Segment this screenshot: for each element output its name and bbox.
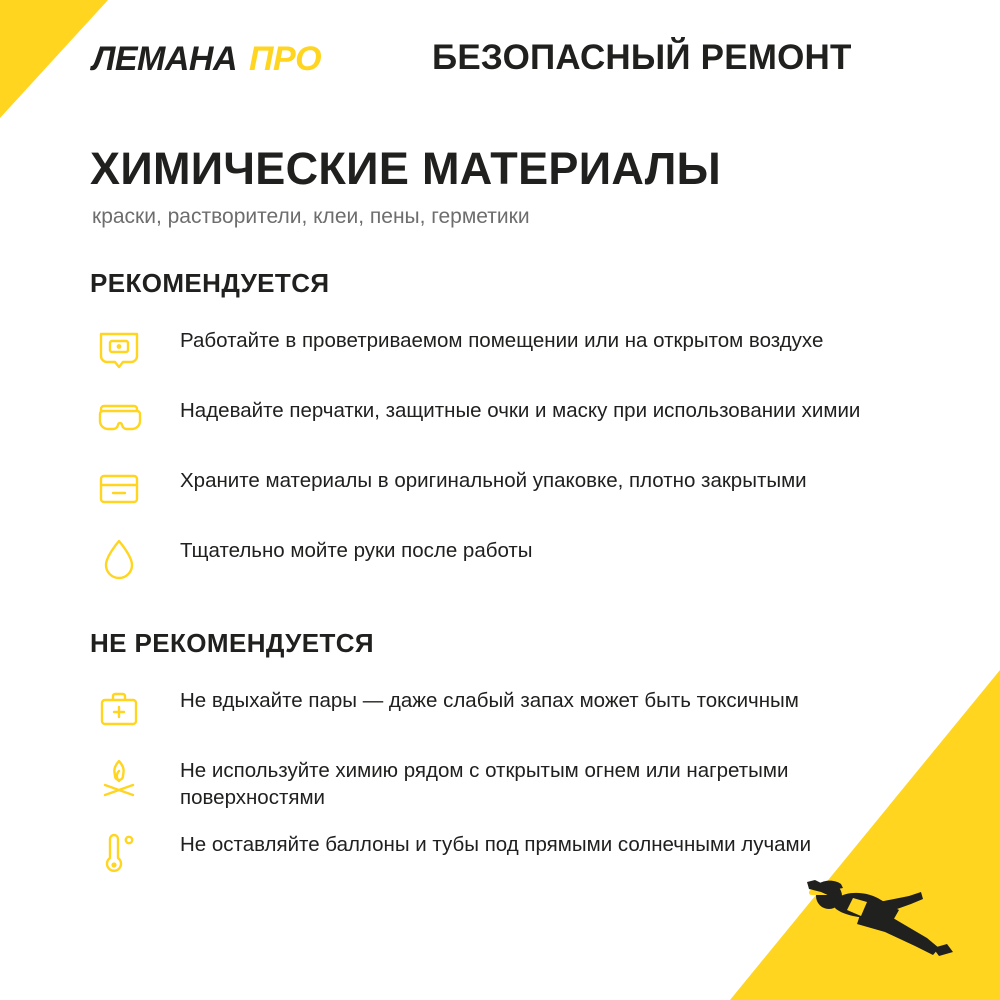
list-item [90,531,940,587]
section-heading: РЕКОМЕНДУЕТСЯ [90,268,330,298]
running-worker-mascot [787,852,972,962]
list-item-text: Не оставляйте баллоны и тубы под прямыми солнечными лучами [180,833,812,856]
section-recommended [90,268,940,601]
logo-main-text: ЛЕМАНА [92,40,238,78]
thermometer-sun-icon [90,825,148,881]
page-subtitle: краски, растворители, клеи, пены, герметики [92,205,530,228]
list-item [90,321,940,377]
brand-logo [92,40,321,79]
list-item-text: Храните материалы в оригинальной упаковке, плотно закрытыми [180,469,807,492]
header [0,38,1000,96]
section-heading: НЕ РЕКОМЕНДУЕТСЯ [90,628,374,658]
logo-accent-text: ПРО [249,40,322,78]
list-item [90,391,940,447]
safety-goggles-icon [90,391,148,447]
list-item-text: Не используйте химию рядом с открытым огнем или нагретыми поверхностями [180,759,789,809]
respirator-mask-icon [90,321,148,377]
first-aid-kit-icon [90,681,148,737]
list-item-text: Работайте в проветриваемом помещении или на открытом воздухе [180,329,824,352]
page-title: ХИМИЧЕСКИЕ МАТЕРИАЛЫ [90,143,721,194]
header-title: БЕЗОПАСНЫЙ РЕМОНТ [432,38,852,77]
list-item-text: Надевайте перчатки, защитные очки и маску при использовании химии [180,399,861,422]
open-flame-icon [90,751,148,807]
list-item-text: Тщательно мойте руки после работы [180,539,533,562]
list-item [90,461,940,517]
list-item [90,751,940,811]
list-item-text: Не вдыхайте пары — даже слабый запах может быть токсичным [180,689,799,712]
storage-box-icon [90,461,148,517]
water-drop-icon [90,531,148,587]
list-item [90,681,940,737]
